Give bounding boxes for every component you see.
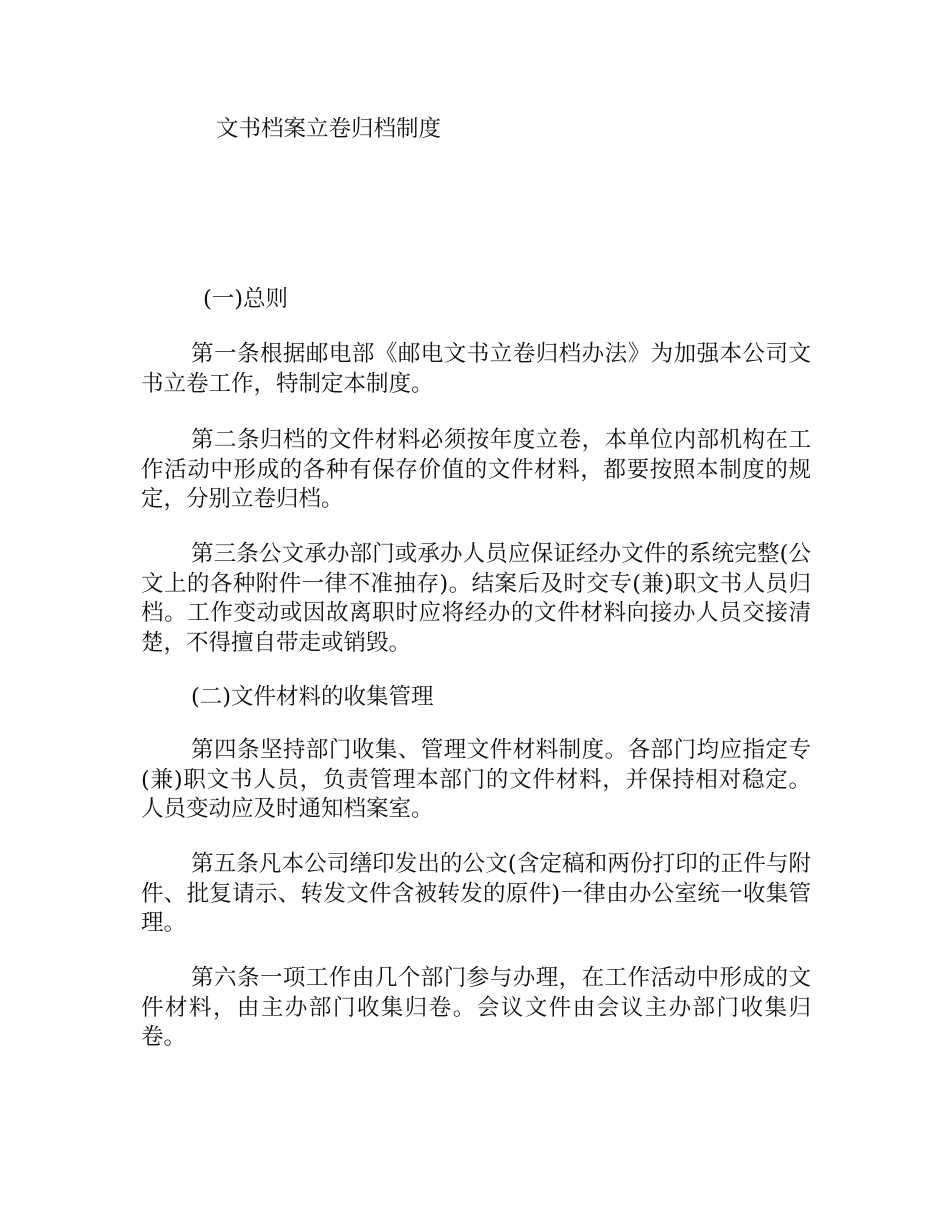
- article-4: 第四条坚持部门收集、管理文件材料制度。各部门均应指定专(兼)职文书人员，负责管理本部门的文件材料，并保持相对稳定。人员变动应及时通知档案室。: [141, 737, 811, 822]
- document-title: 文书档案立卷归档制度: [216, 116, 442, 142]
- article-6: 第六条一项工作由几个部门参与办理，在工作活动中形成的文件材料，由主办部门收集归卷。会议文件由会议主办部门收集归卷。: [141, 965, 811, 1050]
- section-heading-general: (一)总则: [203, 286, 289, 312]
- article-1: 第一条根据邮电部《邮电文书立卷归档办法》为加强本公司文书立卷工作，特制定本制度。: [141, 341, 811, 397]
- article-5: 第五条凡本公司缮印发出的公文(含定稿和两份打印的正件与附件、批复请示、转发文件含被转发的原件)一律由办公室统一收集管理。: [141, 851, 811, 936]
- article-3: 第三条公文承办部门或承办人员应保证经办文件的系统完整(公文上的各种附件一律不准抽存)。结案后及时交专(兼)职文书人员归档。工作变动或因故离职时应将经办的文件材料向接办人员交接清楚，不得擅自带走或销毁。: [141, 541, 811, 656]
- article-2: 第二条归档的文件材料必须按年度立卷，本单位内部机构在工作活动中形成的各种有保存价值的文件材料，都要按照本制度的规定，分别立卷归档。: [141, 427, 811, 512]
- section-heading-collection: (二)文件材料的收集管理: [191, 684, 434, 710]
